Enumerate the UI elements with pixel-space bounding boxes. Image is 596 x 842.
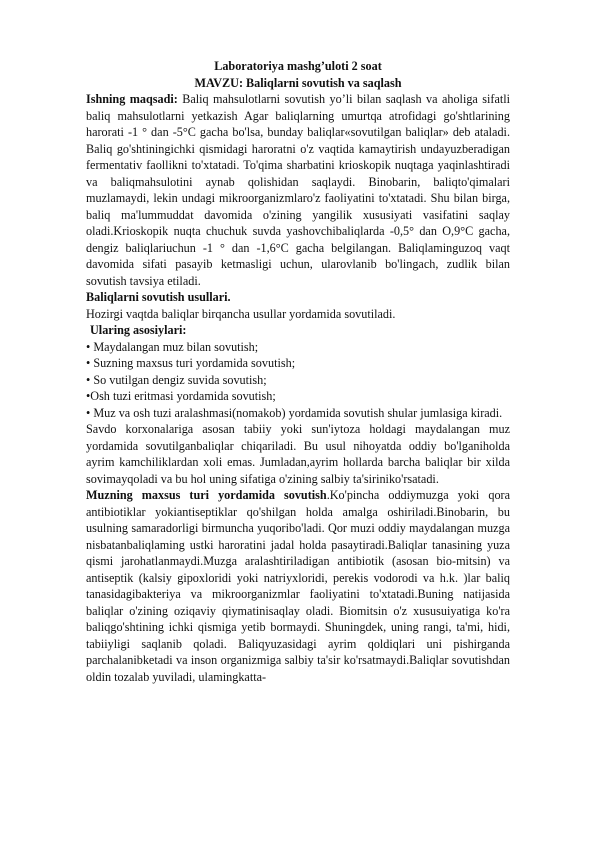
list-item: • Muz va osh tuzi aralashmasi(nomakob) yordamida sovutish shular jumlasiga kiradi. [86, 405, 503, 420]
document-title: Laboratoriya mashg’uloti 2 soat [214, 59, 382, 73]
special-ice-paragraph [86, 487, 510, 685]
list-item: • Maydalangan muz bilan sovutish; [86, 339, 259, 354]
methods-heading: Baliqlarni sovutish usullari. [86, 290, 231, 304]
document-page [86, 58, 510, 685]
special-ice-label: Muzning maxsus turi yordamida sovutish [86, 488, 327, 502]
list-item: •Osh tuzi eritmasi yordamida sovutish; [86, 389, 276, 403]
list-item: • So vutilgan dengiz suvida sovutish; [86, 372, 267, 387]
list-item: • Suzning maxsus turi yordamida sovutish; [86, 356, 296, 370]
goal-text: Baliq mahsulotlarni sovutish yo’li bilan saqlash va aholiga sifatli baliq mahsulotlarni yetkazish Agar baliqlarning umurtqa atrofidagi go'shtlarining harorati -1 ° dan -5°C gacha bo'lsa, bunday baliqlar«sovutilgan baliqlar» deb ataladi. Baliq go'shtiningichki qismidagi haroratni o'z vaqtida kamaytirish undayuzberadigan fermentativ faollikni to'xtatadi. To'qima sharbatini krioskopik nuqtaga yaqinlashtiradi va baliqmahsulotini aynab qolishidan saqlaydi. Binobarin, baliqto'qimalari muzlamaydi, lekin undagi mikroorganizmlaro'z faoliyatini to'xtatadi. Shu bilan birga, baliq ma'lummuddat davomida o'zining yangilik xususiyati vasifatini saqlay oladi.Krioskopik nuqta chuchuk suvda yashovchibaliqlarda -0,5° dan O,9°C gacha, dengiz baliqlariuchun -1 ° dan -1,6°C gacha belgilangan. Baliqlaminguzoq vaqt davomida sifati pasayib ketmasligi uchun, ularovlanib bo'lingach, zudlik bilan sovutish tavsiya etiladi. [86, 92, 511, 288]
special-ice-text: .Ko'pincha oddiymuzga yoki qora antibiotiklar yokiantiseptiklar qo'shilgan holda amalga oshiriladi.Binobarin, bu usulning samaradorligi birmuncha yuqoribo'ladi. Qor muzi oddiy maydalangan muzga nisbatanbaliqlaming ustki haroratini jadal holda pasaytiradi.Baliqlar tanasining yuza qismi jarohatlanmaydi.Muzga aralashtiriladigan antibiotik (asosan bio-mitsin) va antiseptik (kalsiy gipoxloridi yoki natriyxloridi, perekis vodorodi va h.k. )lar baliq tanasidagibakteriya va mikroorganizmlar faoliyatini to'xtatadi.Buning natijasida baliqlar o'zining oziqaviy qiymatinisaqlay oladi. Biomitsin o'z xususuiyatiga ko'ra baliqgo'shtining ichki qismiga yetib bormaydi. Shuningdek, uning rangi, ta'mi, hidi, tabiiyligi saqlanib qoladi. Baliqyuzasidagi ayrim qoldiqlari uni pishirganda parchalanibketadi va inson organizmiga salbiy ta'sir ko'rsatmaydi.Baliqlar sovutishdan oldin tozalab yuviladi, ulamingkatta- [86, 488, 511, 684]
crushed-ice-paragraph: Savdo korxonalariga asosan tabiiy yoki sun'iytoza holdagi maydalangan muz yordamida sovutilganbaliqlar chiqariladi. Bu usul nihoyatda oddiy bo'lganiholda ayrim kamchiliklardan xoli emas. Jumladan,ayrim hollarda barcha baliqlar bir xilda sovimayqoladi va bu hol uning sifatiga o'zining salbiy ta'siriniko'rsatadi. [86, 422, 510, 486]
methods-intro: Hozirgi vaqtda baliqlar birqancha usullar yordamida sovutiladi. [86, 306, 396, 321]
goal-paragraph [86, 91, 510, 289]
topic-heading: MAVZU: Baliqlarni sovutish va saqlash [194, 75, 402, 90]
main-methods-heading: Ularing asosiylari: [90, 323, 187, 337]
goal-label: Ishning maqsadi: [86, 92, 178, 106]
